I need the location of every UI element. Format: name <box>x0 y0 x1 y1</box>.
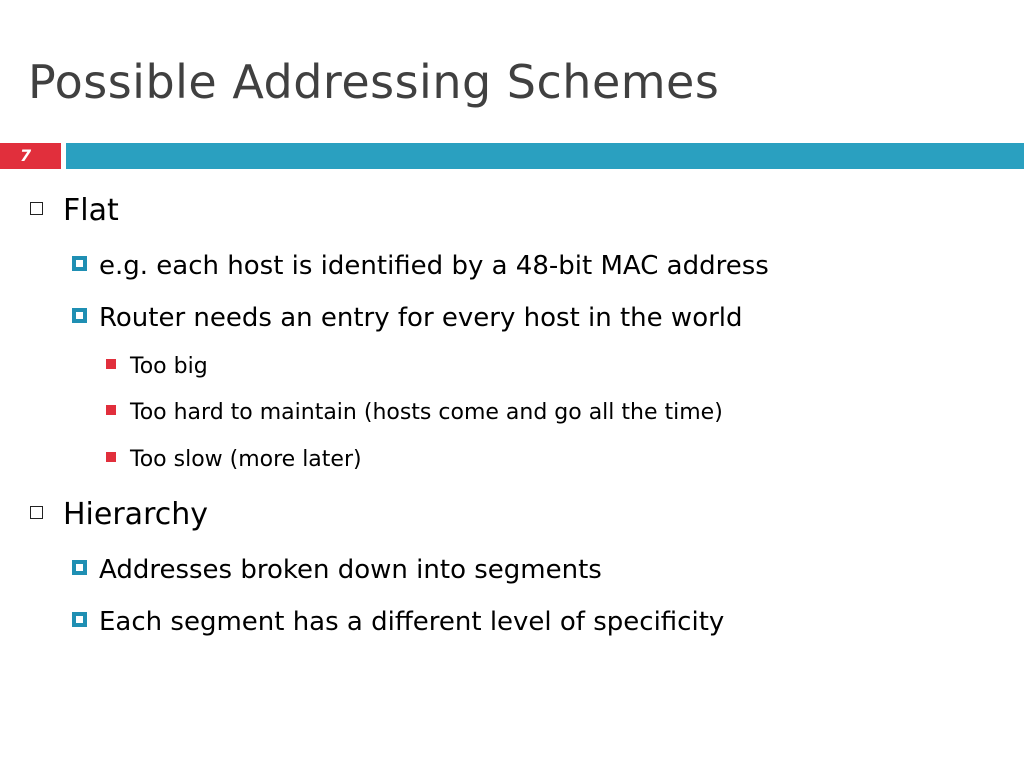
bullet-too-big <box>106 353 208 379</box>
bullet-flat <box>30 192 119 228</box>
square-bullet-icon <box>72 256 87 271</box>
red-square-bullet-icon <box>106 405 116 415</box>
bullet-text: Router needs an entry for every host in the world <box>99 302 743 333</box>
bullet-text: Each segment has a different level of specificity <box>99 606 725 637</box>
bullet-text: Too slow (more later) <box>130 446 362 472</box>
hollow-square-bullet-icon <box>30 506 43 519</box>
bullet-segments <box>72 554 602 585</box>
bullet-text: Too big <box>130 353 208 379</box>
square-bullet-icon <box>72 308 87 323</box>
bullet-text: Too hard to maintain (hosts come and go all the time) <box>130 399 723 425</box>
slide-number: 7 <box>20 146 32 165</box>
bullet-router-entry <box>72 302 743 333</box>
hollow-square-bullet-icon <box>30 202 43 215</box>
bullet-text: Addresses broken down into segments <box>99 554 602 585</box>
bullet-text: Flat <box>63 193 119 228</box>
bullet-text: Hierarchy <box>63 497 209 532</box>
red-square-bullet-icon <box>106 359 116 369</box>
square-bullet-icon <box>72 560 87 575</box>
slide-title: Possible Addressing Schemes <box>28 55 720 109</box>
bullet-too-hard <box>106 399 723 425</box>
bullet-text: e.g. each host is identified by a 48-bit MAC address <box>99 250 769 281</box>
red-square-bullet-icon <box>106 452 116 462</box>
bullet-specificity <box>72 606 724 637</box>
square-bullet-icon <box>72 612 87 627</box>
bullet-hierarchy <box>30 496 208 532</box>
bullet-too-slow <box>106 446 362 472</box>
accent-bar <box>66 143 1024 169</box>
bullet-mac-address <box>72 250 769 281</box>
